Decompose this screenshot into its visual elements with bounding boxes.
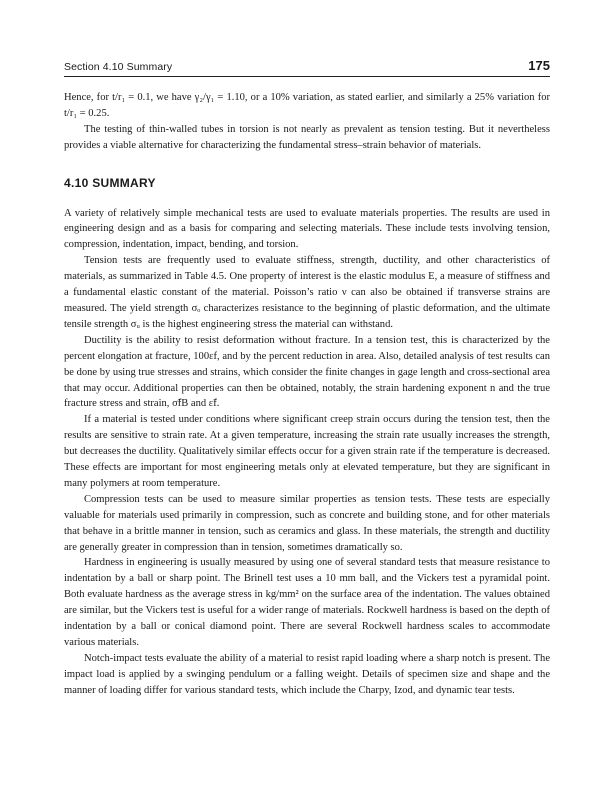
- paragraph: Notch-impact tests evaluate the ability of a material to resist rapid loading where a sharp notch is present. The impact load is applied by a swinging pendulum or a falling weight. Details of specimen size and shape and the manner of loading differ for various standard tests, which include the Charpy, Izod, and dynamic tear tests.: [64, 652, 550, 696]
- section-heading: 4.10 SUMMARY: [64, 175, 156, 190]
- paragraph: The testing of thin-walled tubes in torsion is not nearly as prevalent as tension testing. But it nevertheless provides a viable alternative for characterizing the fundamental stress–strain behavior of materials.: [64, 123, 550, 151]
- page-number: 175: [528, 58, 550, 73]
- paragraph: Tension tests are frequently used to evaluate stiffness, strength, ductility, and other characteristics of materials, as summarized in Table 4.5. One property of interest is the elastic modulus E, a measure of stiffness and a fundamental elastic constant of the material. Poisson’s ratio ν can also be obtained if transverse strains are measured. The yield strength σₒ characterizes resistance to the beginning of plastic deformation, and the ultimate tensile strength σᵤ is the highest engineering stress the material can withstand.: [64, 255, 550, 330]
- paragraph: Compression tests can be used to measure similar properties as tension tests. These tests are especially valuable for materials used primarily in compression, such as concrete and building stone, and for other materials that behave in a brittle manner in tension, such as ceramics and glass. In these materials, the strength and ductility are generally greater in compression than in tension, sometimes dramatically so.: [64, 493, 550, 553]
- running-header: [64, 58, 550, 77]
- paragraph: Ductility is the ability to resist deformation without fracture. In a tension test, this is characterized by the percent elongation at fracture, 100εf, and by the percent reduction in area. Also, detailed analysis of test results can be done by using true stresses and strains, which consider the finite changes in gage length and cross-sectional area that may occur. Additional properties can then be obtained, notably, the strain hardening exponent n and the true fracture stress and strain, σ̃fB and ε̃f.: [64, 334, 550, 410]
- section-label: Section 4.10 Summary: [64, 61, 173, 73]
- paragraph: Hence, for t/r₁ = 0.1, we have γ₂/γ₁ = 1.10, or a 10% variation, as stated earlier, and similarly a 25% variation for t/r₁ = 0.25.: [64, 92, 550, 119]
- paragraph: A variety of relatively simple mechanical tests are used to evaluate materials properties. The results are used in engineering design and as a basis for comparing and selecting materials. These include tests involving tension, compression, indentation, impact, bending, and torsion.: [64, 207, 550, 251]
- paragraph: Hardness in engineering is usually measured by using one of several standard tests that measure resistance to indentation by a ball or sharp point. The Brinell test uses a 10 mm ball, and the Vickers test a pyramidal point. Both evaluate hardness as the average stress in kg/mm² on the surface area of the indentation. The values obtained are similar, but the Vickers test is useful for a wider range of materials. Rockwell hardness is based on the depth of indentation by a ball or conical diamond point. There are several Rockwell hardness scales to accommodate various materials.: [64, 557, 550, 648]
- paragraph: If a material is tested under conditions where significant creep strain occurs during the tension test, then the results are sensitive to strain rate. At a given temperature, increasing the strain rate usually increases the strength, but decreases the ductility. Qualitatively similar effects occur for a given strain rate if the temperature is decreased. These effects are important for most engineering metals only at elevated temperature, but they are significant in many polymers at room temperature.: [64, 414, 550, 489]
- body-text: [64, 90, 550, 699]
